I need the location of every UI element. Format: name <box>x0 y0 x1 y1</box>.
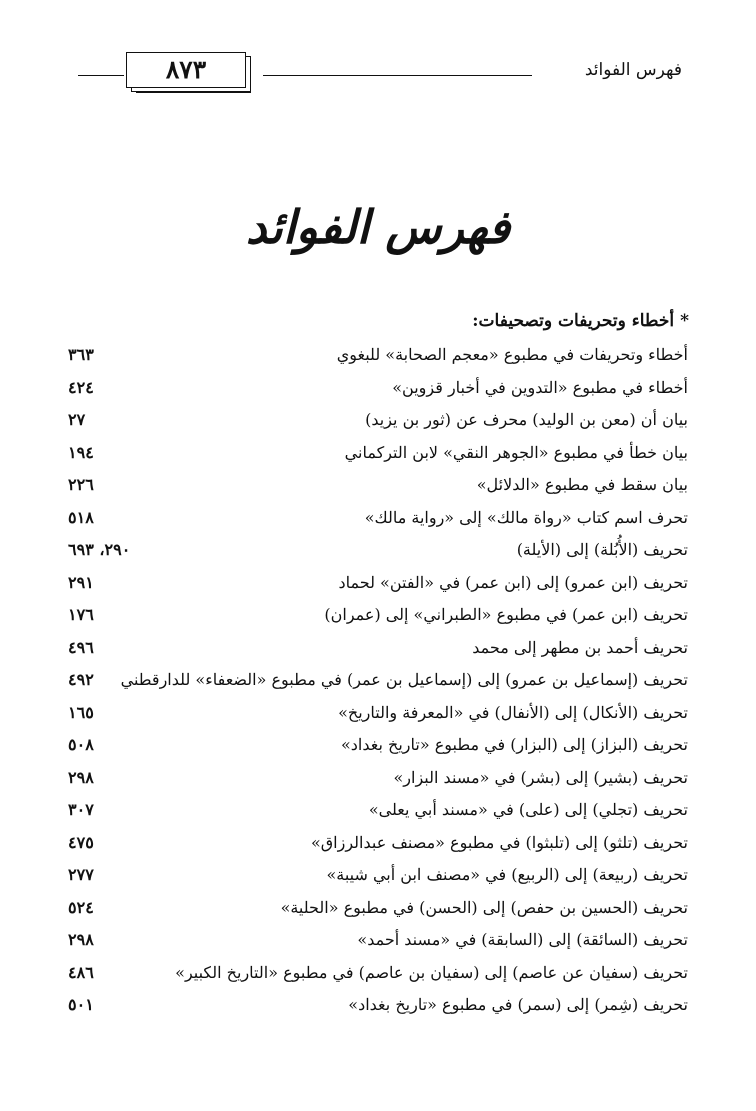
header-rule-middle <box>263 75 532 76</box>
entry-text: تحريف (الحسين بن حفص) إلى (الحسن) في مطبوع «الحلية» <box>280 897 688 917</box>
entry-pages: ٣٦٣ <box>68 345 94 364</box>
index-entry <box>68 798 688 831</box>
page-title: فهرس الفوائد <box>245 200 511 254</box>
entry-pages: ١٩٤ <box>68 442 94 462</box>
entry-text: أخطاء في مطبوع «التدوين في أخبار قزوين» <box>392 377 688 397</box>
index-entry <box>68 701 688 734</box>
entry-text: تحريف (البزاز) إلى (البزار) في مطبوع «تاريخ بغداد» <box>340 735 688 754</box>
entry-pages: ٣٠٧ <box>68 800 94 819</box>
index-entry <box>68 506 688 539</box>
entry-text: أخطاء وتحريفات في مطبوع «معجم الصحابة» للبغوي <box>336 345 688 364</box>
index-entry <box>68 961 688 994</box>
entry-pages: ٤٧٥ <box>68 832 94 852</box>
running-title: فهرس الفوائد <box>584 60 682 80</box>
entry-text: تحريف (إسماعيل بن عمرو) إلى (إسماعيل بن عمر) في مطبوع «الضعفاء» للدارقطني <box>120 670 688 689</box>
entry-text: تحريف (تجلي) إلى (على) في «مسند أبي يعلى» <box>368 800 688 819</box>
entry-pages: ٢٩٠، ٦٩٣ <box>68 540 131 559</box>
index-entry <box>68 896 688 929</box>
entry-pages: ١٧٦ <box>68 605 94 624</box>
index-entry <box>68 473 688 506</box>
index-entry <box>68 538 688 571</box>
entry-pages: ٤٢٤ <box>68 377 94 397</box>
index-entry <box>68 928 688 961</box>
header-rule-left <box>78 75 124 76</box>
index-entry <box>68 993 688 1026</box>
entry-text: تحريف (بشير) إلى (بشر) في «مسند البزار» <box>393 767 688 787</box>
entry-text: تحريف (الأُبُلة) إلى (الأيلة) <box>516 540 688 559</box>
index-entry <box>68 668 688 701</box>
entry-pages: ٢٩٨ <box>68 767 94 787</box>
index-entry <box>68 733 688 766</box>
entry-pages: ٢٢٦ <box>68 475 94 494</box>
entry-text: تحريف (شِمر) إلى (سمر) في مطبوع «تاريخ بغداد» <box>348 995 688 1014</box>
entry-pages: ٥١٨ <box>68 507 94 527</box>
entry-pages: ٢٩١ <box>68 572 94 592</box>
entry-pages: ٤٨٦ <box>68 962 94 982</box>
entry-text: تحريف (ابن عمرو) إلى (ابن عمر) في «الفتن» لحماد <box>338 572 688 592</box>
entry-text: تحريف أحمد بن مطهر إلى محمد <box>472 637 688 657</box>
index-entry <box>68 831 688 864</box>
entry-text: تحريف (ربيعة) إلى (الربيع) في «مصنف ابن أبي شيبة» <box>326 865 688 884</box>
entry-text: بيان أن (معن بن الوليد) محرف عن (ثور بن يزيد) <box>365 410 688 429</box>
page-header <box>78 48 682 100</box>
entry-pages: ١٦٥ <box>68 702 94 722</box>
index-entry <box>68 766 688 799</box>
index-entry <box>68 441 688 474</box>
index-entry <box>68 571 688 604</box>
index-entry <box>68 636 688 669</box>
entry-pages: ٢٩٨ <box>68 930 94 949</box>
entry-pages: ٥٠٨ <box>68 735 94 754</box>
entry-pages: ٥٢٤ <box>68 897 94 917</box>
entry-text: تحرف اسم كتاب «رواة مالك» إلى «رواية مالك» <box>364 507 688 527</box>
entry-pages: ٤٩٢ <box>68 670 94 689</box>
entry-pages: ٢٧ <box>68 410 86 429</box>
entry-text: تحريف (الأنكال) إلى (الأنفال) في «المعرفة والتاريخ» <box>338 702 688 722</box>
entry-text: بيان سقط في مطبوع «الدلائل» <box>476 475 688 494</box>
entry-text: تحريف (السائقة) إلى (السابقة) في «مسند أحمد» <box>357 930 688 949</box>
entry-text: تحريف (ابن عمر) في مطبوع «الطبراني» إلى (عمران) <box>324 605 688 624</box>
entry-text: بيان خطأ في مطبوع «الجوهر النقي» لابن التركماني <box>344 442 688 462</box>
page-number: ٨٧٣ <box>165 55 207 84</box>
index-entries <box>68 343 688 1026</box>
section-heading-text: أخطاء وتحريفات وتصحيفات: <box>472 311 675 331</box>
entry-pages: ٤٩٦ <box>68 637 94 657</box>
index-entry <box>68 343 688 376</box>
entry-text: تحريف (سفيان عن عاصم) إلى (سفيان بن عاصم) في مطبوع «التاريخ الكبير» <box>175 962 688 982</box>
page-number-box <box>126 52 254 94</box>
index-entry <box>68 408 688 441</box>
index-entry <box>68 376 688 409</box>
section-heading <box>472 311 689 331</box>
index-entry <box>68 863 688 896</box>
entry-text: تحريف (تلثو) إلى (تلبثوا) في مطبوع «مصنف عبدالرزاق» <box>310 832 688 852</box>
bullet-star: * <box>680 311 689 331</box>
index-entry <box>68 603 688 636</box>
entry-pages: ٥٠١ <box>68 995 94 1014</box>
entry-pages: ٢٧٧ <box>68 865 94 884</box>
